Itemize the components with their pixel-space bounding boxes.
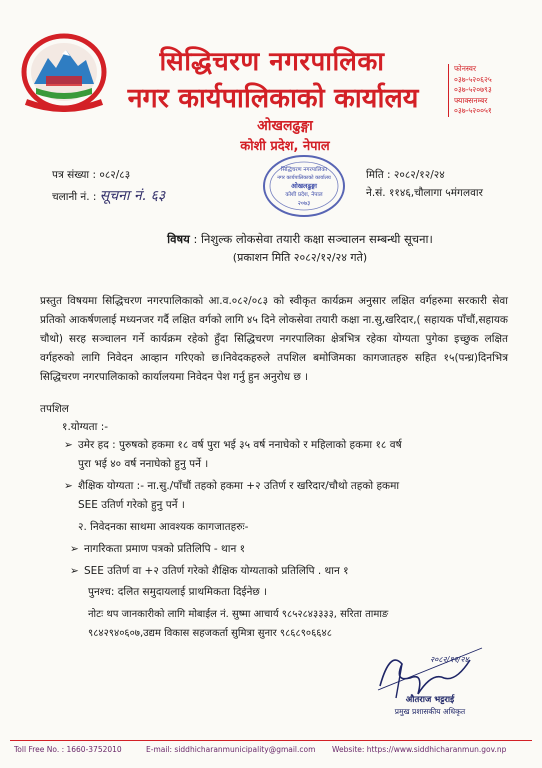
stamp-line-1: सिद्धिचरण नगरपालिका [280,167,328,173]
contact-fax-label: फ्याक्सनम्बर [454,95,488,105]
priority-note: पुनश्च: दलित समुदायलाई प्राथमिकता दिईनेछ । [88,586,268,598]
publish-date: (प्रकाशन मिति २०८२/१२/२४ गते) [232,251,368,264]
district-name: ओखलढुङ्गा [257,118,313,134]
dispatch-number-handwritten: सूचना नं. ६३ [99,188,166,204]
stamp-line-3: ओखलढुङ्गा [291,182,317,190]
footer-email: E-mail: siddhicharanmunicipality@gmail.com [146,745,316,754]
qualification-heading: १.योग्यता :- [62,421,109,433]
age-limit-line-1 [64,438,402,452]
subject-label: विषय [167,232,190,246]
dispatch-number [52,186,165,205]
contact-phone-2: ०३७-५२०७९३ [454,85,492,94]
education-text-1: शैक्षिक योग्यता :- ना.सु./पाँचौं तहको हकमा +२ उतिर्ण र खरिदार/चौथो तहको हकमा [78,480,400,492]
nepal-sambat-date: ने.सं. ११४६,चौलागा ५मंगलवार [366,187,483,199]
contact-phone-label: फोनस्वर [454,64,477,73]
dispatch-number-label: चलानी नं. : [52,191,97,203]
document-text-2: SEE उतिर्ण वा +२ उतिर्ण गरेको शैक्षिक योग्यताको प्रतिलिपि . थान १ [84,565,349,577]
stamp-line-2: नगर कार्यपालिकाको कार्यालय [277,175,331,181]
document-item-1 [70,542,245,556]
province-name: कोशी प्रदेश, नेपाल [240,139,330,154]
letter-number: पत्र संख्या : ०८२/८३ [52,169,131,181]
nepal-emblem-icon [20,32,108,112]
education-line-2: SEE उतिर्ण गरेको हुनु पर्ने । [78,499,185,511]
age-limit-text-1: उमेर हद : पुरुषको हकमा १८ वर्ष पुरा भई ३५ वर्ष ननाघेको र महिलाको हकमा १८ वर्ष [78,439,402,451]
subject-text: : निशुल्क लोकसेवा तयारी कक्षा सञ्चालन सम्बन्धी सूचना। [193,232,433,246]
municipality-name: सिद्धिचरण नगरपालिका [159,47,385,77]
documents-heading: २. निवेदनका साथमा आवश्यक कागजातहरुः- [78,521,249,533]
arrow-bullet-icon: ➢ [70,543,79,555]
subject-line [130,232,470,247]
contact-info [448,64,532,117]
contact-note-line-2: ९८४२९४०६०७,उद्यम विकास सहजकर्ता सुमित्रा सुनार ९८६८९०६६४८ [88,628,332,639]
signature-date: २०८२/१२/२४ [430,655,469,664]
education-line-1 [64,479,399,493]
contact-note-line-1: नोटः थप जानकारीको लागि मोबाईल नं. सुष्मा आचार्य ९८५२८४३३३३, सरिता तामाङ [88,609,389,620]
contact-phone-1: ०३७-५२०६२५ [454,74,492,84]
office-stamp [256,152,352,224]
arrow-bullet-icon: ➢ [70,565,79,577]
document-text-1: नागरिकता प्रमाण पत्रको प्रतिलिपि - थान १ [84,543,246,555]
signature-block [372,642,490,724]
stamp-line-4: कोशी प्रदेश, नेपाल [285,192,323,198]
age-limit-line-2: पुरा भई ४० वर्ष ननाघेको हुनु पर्ने । [78,458,209,470]
signatory-designation: प्रमुख प्रशासकीय अधिकृत [394,707,466,716]
document-item-2 [70,564,349,578]
signatory-name: औतराज भट्टराई [405,695,455,705]
stamp-line-5: २०७३ [297,200,311,207]
office-name: नगर कार्यपालिकाको कार्यालय [127,83,419,114]
arrow-bullet-icon: ➢ [64,439,73,451]
contact-fax: ०३७-५२००५१ [454,106,492,115]
date: मिति : २०८२/१२/२४ [366,169,445,181]
footer-divider [10,740,532,741]
footer-website[interactable]: Website: https://www.siddhicharanmun.gov.np [332,745,507,754]
arrow-bullet-icon: ➢ [64,480,73,492]
tapasil-heading: तपशिल [40,403,69,415]
main-paragraph: प्रस्तुत विषयमा सिद्धिचरण नगरपालिकाको आ.व.०८२/०८३ को स्वीकृत कार्यक्रम अनुसार लक्षित वर्गहरुमा सरकारी सेवा प्रतिको आकर्षणलाई मध्यनजर गर्दै लक्षित वर्गको लागि ४५ दिने लोकसेवा तयारी कक्षा ना.सु,खरिदार,( सहायक पाँचौं,सहायक चौथो) सरह सञ्चालन गर्ने कार्यक्रम रहेको हुँदा सिद्धिचरण नगरपालिका क्षेत्रभित्र रहेका योग्यता पुगेका इच्छुक लक्षित वर्गहरुको लागि निवेदन आव्हान गरिएको छ।निवेदकहरुले तपशिल बमोजिमका कागजातहरु सहित १५(पन्ध्र)दिनभित्र सिद्धिचरण नगरपालिकाको कार्यालयमा निवेदन पेश गर्नु हुन अनुरोध छ । [40,295,508,383]
footer-toll-free: Toll Free No. : 1660-3752010 [14,745,122,754]
